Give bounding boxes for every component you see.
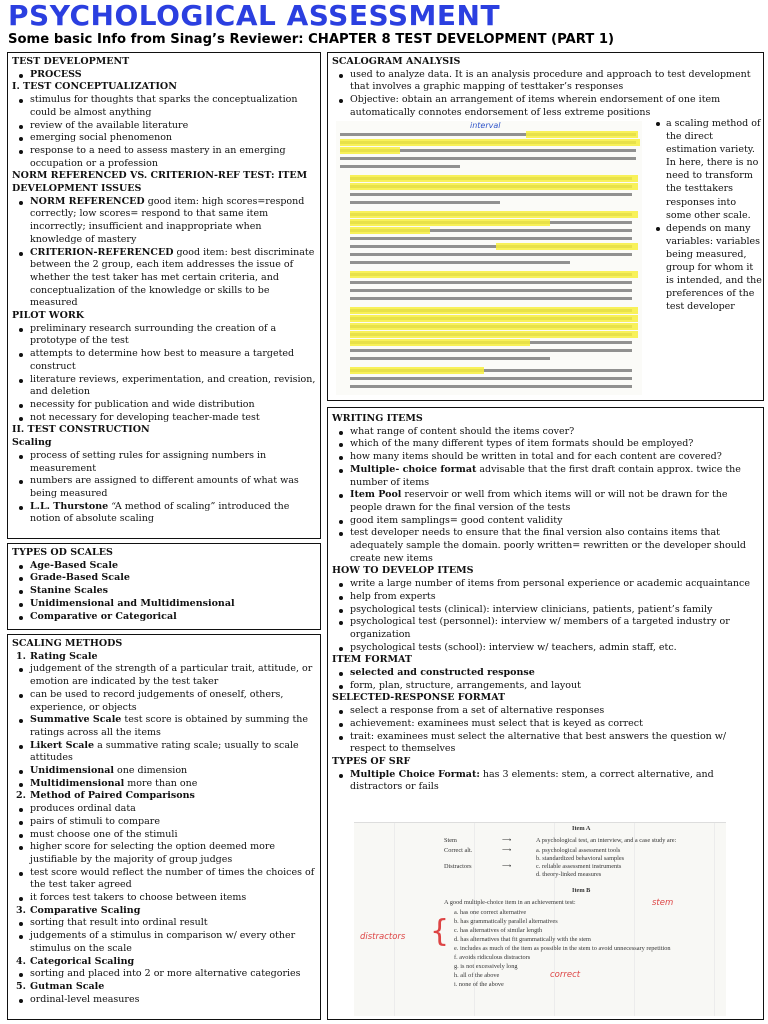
list-item: sorting that result into ordinal result [12, 917, 316, 930]
paired-comparisons-label: Method of Paired Comparisons [30, 790, 195, 802]
norm-referenced-text: good item: high scores=respond correctly; low scores= respond to that same item incorrectly; insufficient and inappropriate when knowledge of mastery [30, 195, 305, 245]
list-item: which of the many different types of item formats should be employed? [332, 438, 759, 451]
item-a-question: A psychological test, an interview, and a case study are: [536, 837, 677, 844]
scalogram-side-notes [652, 117, 762, 313]
comparative-scaling-label: Comparative Scaling [30, 904, 141, 916]
list-item: achievement: examinees must select that is keyed as correct [332, 718, 759, 731]
types-of-scales-box [7, 543, 321, 630]
multiple-choice-format-item [332, 769, 759, 794]
test-construction-heading: II. TEST CONSTRUCTION [12, 424, 150, 436]
item-b-option: d. has alternatives that fit grammatically with the stem [454, 936, 591, 943]
list-item: used to analyze data. It is an analysis procedure and approach to test development that involves a graphic mapping of testtaker’s responses [332, 69, 759, 94]
multidimensional-item [12, 778, 316, 791]
page-title: PSYCHOLOGICAL ASSESSMENT [8, 0, 501, 32]
pilot-work-heading: PILOT WORK [12, 310, 85, 322]
list-item: Unidimensional and Multidimensional [12, 598, 316, 611]
likert-scale-item [12, 740, 316, 765]
stem-label: Stem [444, 837, 457, 844]
item-pool-label: Item Pool [350, 489, 402, 501]
likert-scale-text: a summative rating scale; usually to scale attitudes [30, 739, 299, 764]
list-item: test score would reflect the number of times the choices of the test taker agreed [12, 867, 316, 892]
unidimensional-text: one dimension [114, 765, 188, 777]
stem-annotation: stem [652, 898, 674, 908]
thurstone-label: L.L. Thurstone [30, 500, 109, 512]
summative-scale-item [12, 714, 316, 739]
criterion-referenced-label: CRITERION-REFERENCED [30, 246, 174, 258]
list-item: can be used to record judgements of oneself, others, experience, or objects [12, 689, 316, 714]
item-a-option: c. reliable assessment instruments [536, 863, 622, 870]
writing-items-box [327, 407, 764, 1020]
list-item: Grade-Based Scale [12, 572, 316, 585]
item-format-heading: ITEM FORMAT [332, 654, 412, 666]
item-b-option: f. avoids ridiculous distractors [454, 954, 531, 961]
multiple-choice-text: advisable that the first draft contain approx. twice the number of items [350, 463, 741, 488]
summative-scale-label: Summative Scale [30, 714, 122, 726]
list-item: psychological test (personnel): interview w/ members of a targeted industry or organization [332, 616, 759, 641]
list-item: it forces test takers to choose between items [12, 892, 316, 905]
correct-alt-label: Correct alt. [444, 847, 473, 854]
item-b-option: g. is not excessively long [454, 963, 518, 970]
item-b-option: c. has alternatives of similar length [454, 927, 543, 934]
thurstone-excerpt-image [336, 121, 642, 395]
multidimensional-label: Multidimensional [30, 777, 125, 789]
arrow-icon: ⟶ [502, 837, 512, 844]
unidimensional-item [12, 765, 316, 778]
scaling-methods-box [7, 634, 321, 1020]
multidimensional-text: more than one [124, 777, 198, 789]
norm-referenced-item [12, 196, 316, 247]
criterion-referenced-item [12, 247, 316, 311]
list-item: judgement of the strength of a particular trait, attitude, or emotion are indicated by the test taker [12, 663, 316, 688]
list-item: preliminary research surrounding the creation of a prototype of the test [12, 323, 316, 348]
item-a-label: Item A [572, 825, 591, 832]
selected-response-heading: SELECTED-RESPONSE FORMAT [332, 692, 506, 704]
thurstone-item [12, 501, 316, 526]
list-item: sorting and placed into 2 or more alternative categories [12, 968, 316, 981]
correct-annotation: correct [550, 970, 581, 980]
scalogram-analysis-heading: SCALOGRAM ANALYSIS [332, 56, 461, 67]
list-item: good item samplings= good content validity [332, 515, 759, 528]
list-item: necessity for publication and wide distribution [12, 399, 316, 412]
paired-comparisons-item: 2. Method of Paired Comparisons [16, 790, 195, 802]
unidimensional-label: Unidimensional [30, 765, 115, 777]
list-item: must choose one of the stimuli [12, 829, 316, 842]
list-item: attempts to determine how best to measure a targeted construct [12, 348, 316, 373]
list-item: form, plan, structure, arrangements, and layout [332, 680, 759, 693]
writing-items-heading: WRITING ITEMS [332, 413, 423, 424]
categorical-scaling-label: Categorical Scaling [30, 955, 135, 967]
distractors-label: Distractors [444, 863, 472, 870]
types-of-srf-heading: TYPES OF SRF [332, 755, 411, 767]
list-item: test developer needs to ensure that the final version also contains items that adequately sample the domain. poorly written= rewritten or the developer should create new items [332, 527, 759, 565]
comparative-scaling-item: 3. Comparative Scaling [16, 904, 141, 916]
list-item: emerging social phenomenon [12, 132, 316, 145]
list-item: not necessary for developing teacher-made test [12, 412, 316, 425]
list-item: help from experts [332, 591, 759, 604]
test-conceptualization-heading: I. TEST CONCEPTUALIZATION [12, 81, 177, 93]
norm-vs-criterion-heading: NORM REFERENCED VS. CRITERION-REF TEST: ITEM DEVELOPMENT ISSUES [12, 170, 308, 195]
item-b-option: a. has one correct alternative [454, 909, 527, 916]
interval-annotation: interval [470, 121, 501, 130]
test-development-heading: TEST DEVELOPMENT [12, 56, 130, 67]
item-pool-item [332, 489, 759, 514]
rating-scale-item: 1. Rating Scale [16, 650, 98, 662]
scaling-subheading: Scaling [12, 437, 52, 449]
likert-scale-label: Likert Scale [30, 739, 95, 751]
multiple-choice-item [332, 464, 759, 489]
multiple-choice-format-text: has 3 elements: stem, a correct alternative, and distractors or fails [350, 768, 714, 793]
multiple-choice-format-label: Multiple Choice Format: [350, 768, 480, 780]
test-development-box [7, 52, 321, 539]
arrow-icon: ⟶ [502, 847, 512, 854]
multiple-choice-label: Multiple- choice format [350, 463, 477, 475]
list-item: Comparative or Categorical [12, 611, 316, 624]
list-item: select a response from a set of alternative responses [332, 705, 759, 718]
list-item: psychological tests (school): interview w/ teachers, admin staff, etc. [332, 642, 759, 655]
norm-referenced-label: NORM REFERENCED [30, 195, 145, 207]
item-b-option: b. has grammatically parallel alternatives [454, 918, 558, 925]
item-b-option: i. none of the above [454, 981, 504, 988]
bracket-icon: { [430, 914, 450, 949]
item-a-option: a. psychological assessment tools [536, 847, 621, 854]
list-item: pairs of stimuli to compare [12, 816, 316, 829]
summative-scale-text: test score is obtained by summing the ratings across all the items [30, 714, 309, 738]
list-item: trait: examinees must select the alternative that best answers the question w/ respect to themselves [332, 731, 759, 756]
list-item: Stanine Scales [12, 585, 316, 598]
item-b-label: Item B [572, 887, 591, 894]
item-a-option: d. theory-linked measures [536, 871, 602, 878]
gutman-scale-item: 5. Gutman Scale [16, 980, 105, 992]
list-item: review of the available literature [12, 120, 316, 133]
how-to-develop-heading: HOW TO DEVELOP ITEMS [332, 565, 474, 577]
item-a-option: b. standardized behavioral samples [536, 855, 625, 862]
gutman-scale-label: Gutman Scale [30, 980, 105, 992]
list-item: literature reviews, experimentation, and creation, revision, and deletion [12, 374, 316, 399]
types-of-scales-heading: TYPES OD SCALES [12, 547, 113, 558]
list-item: response to a need to assess mastery in an emerging occupation or a profession [12, 145, 316, 170]
list-item: psychological tests (clinical): interview clinicians, patients, patient’s family [332, 604, 759, 617]
page-subtitle: Some basic Info from Sinag’s Reviewer: CHAPTER 8 TEST DEVELOPMENT (PART 1) [8, 32, 615, 47]
distractors-annotation: distractors [360, 932, 406, 942]
item-b-option: h. all of the above [454, 972, 500, 979]
scaling-methods-heading: SCALING METHODS [12, 638, 123, 649]
list-item: higher score for selecting the option deemed more justifiable by the majority of group judges [12, 841, 316, 866]
list-item: process of setting rules for assigning numbers in measurement [12, 450, 316, 475]
list-item: ordinal-level measures [12, 994, 316, 1007]
thurstone-text: “A method of scaling” introduced the notion of absolute scaling [30, 500, 290, 525]
list-item: a scaling method of the direct estimation variety. In here, there is no need to transform the testtakers responses into some other scale. [652, 117, 762, 222]
categorical-scaling-item: 4. Categorical Scaling [16, 955, 135, 967]
item-b-option: e. includes as much of the item as possible in the stem to avoid unnecessary repetition [454, 945, 671, 952]
list-item: write a large number of items from personal experience or academic acquaintance [332, 578, 759, 591]
list-item: stimulus for thoughts that sparks the conceptualization could be almost anything [12, 94, 316, 119]
rating-scale-label: Rating Scale [30, 650, 98, 662]
list-item: selected and constructed response [332, 667, 759, 680]
scalogram-analysis-box [327, 52, 764, 401]
process-item: PROCESS [12, 69, 316, 82]
criterion-referenced-text: good item: best discriminate between the 2 group, each item addresses the issue of whether the test taker has met certain criteria, and conceptualization of the knowledge or skills to be measured [30, 246, 315, 309]
list-item: produces ordinal data [12, 803, 316, 816]
item-b-question: A good multiple-choice item in an achievement test: [444, 899, 576, 906]
arrow-icon: ⟶ [502, 863, 512, 870]
list-item: depends on many variables: variables being measured, group for whom it is intended, and the preferences of the test developer [652, 222, 762, 314]
list-item: judgements of a stimulus in comparison w/ every other stimulus on the scale [12, 930, 316, 955]
list-item: Age-Based Scale [12, 560, 316, 573]
list-item: Objective: obtain an arrangement of items wherein endorsement of one item automatically connotes endorsement of less extreme positions [332, 94, 759, 119]
list-item: how many items should be written in total and for each content are covered? [332, 451, 759, 464]
multiple-choice-example-image [354, 822, 726, 1016]
list-item: numbers are assigned to different amounts of what was being measured [12, 475, 316, 500]
list-item: what range of content should the items cover? [332, 426, 759, 439]
item-pool-text: reservoir or well from which items will or will not be drawn for the people drawn for the final version of the tests [350, 489, 728, 513]
